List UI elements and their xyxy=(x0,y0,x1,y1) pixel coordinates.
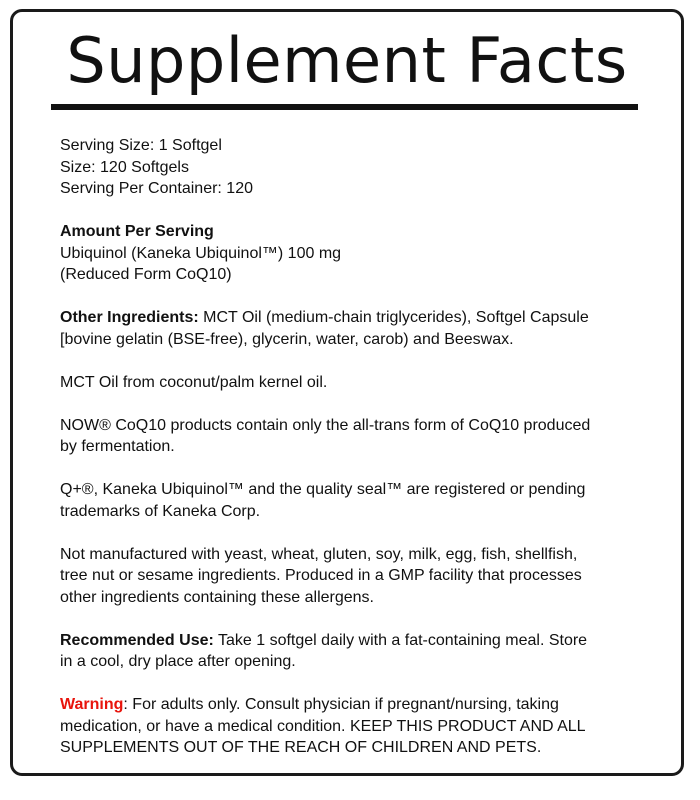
allergen-note-line-3: other ingredients containing these allergens. xyxy=(60,588,374,606)
other-ingredients-label: Other Ingredients: xyxy=(60,309,199,326)
recommended-use xyxy=(60,630,670,673)
panel-title: Supplement Facts xyxy=(66,24,628,97)
other-ingredients-line-2: [bovine gelatin (BSE-free), glycerin, water, carob) and Beeswax. xyxy=(60,330,514,348)
warning xyxy=(60,694,670,759)
recommended-use-label: Recommended Use: xyxy=(60,631,214,649)
other-ingredients xyxy=(60,307,670,350)
trademark-note xyxy=(60,479,670,522)
allergen-note-line-2: tree nut or sesame ingredients. Produced in a GMP facility that processes xyxy=(60,567,582,584)
recommended-use-line-2: in a cool, dry place after opening. xyxy=(60,653,296,670)
amount-heading: Amount Per Serving xyxy=(60,223,214,240)
coq10-note-line-2: by fermentation. xyxy=(60,438,175,455)
softgel-count: Size: 120 Softgels xyxy=(60,158,189,176)
trademark-note-line-2: trademarks of Kaneka Corp. xyxy=(60,502,261,520)
servings-per-container: Serving Per Container: 120 xyxy=(60,180,253,197)
serving-size: Serving Size: 1 Softgel xyxy=(60,137,222,154)
warning-line-3: SUPPLEMENTS OUT OF THE REACH OF CHILDREN AND PETS. xyxy=(60,739,542,756)
warning-label: Warning xyxy=(60,696,124,713)
warning-line-1: : For adults only. Consult physician if pregnant/nursing, taking xyxy=(123,696,559,713)
mct-note-text: MCT Oil from coconut/palm kernel oil. xyxy=(60,373,328,391)
serving-info xyxy=(60,135,670,200)
other-ingredients-line-1: MCT Oil (medium-chain triglycerides), Softgel Capsule xyxy=(198,309,589,326)
label-body xyxy=(60,135,670,780)
coq10-note xyxy=(60,415,670,458)
amount-line-1: Ubiquinol (Kaneka Ubiquinol™) 100 mg xyxy=(60,244,342,262)
recommended-use-line-1: Take 1 softgel daily with a fat-containing meal. Store xyxy=(213,631,588,649)
trademark-note-line-1: Q+®, Kaneka Ubiquinol™ and the quality seal™ are registered or pending xyxy=(60,481,586,498)
warning-line-2: medication, or have a medical condition. KEEP THIS PRODUCT AND ALL xyxy=(60,717,586,735)
coq10-note-line-1: NOW® CoQ10 products contain only the all-trans form of CoQ10 produced xyxy=(60,416,591,434)
mct-note xyxy=(60,372,670,394)
amount-line-2: (Reduced Form CoQ10) xyxy=(60,266,232,283)
allergen-note-line-1: Not manufactured with yeast, wheat, gluten, soy, milk, egg, fish, shellfish, xyxy=(60,545,578,563)
title-divider xyxy=(51,104,638,110)
amount-per-serving xyxy=(60,221,670,286)
allergen-note xyxy=(60,544,670,609)
